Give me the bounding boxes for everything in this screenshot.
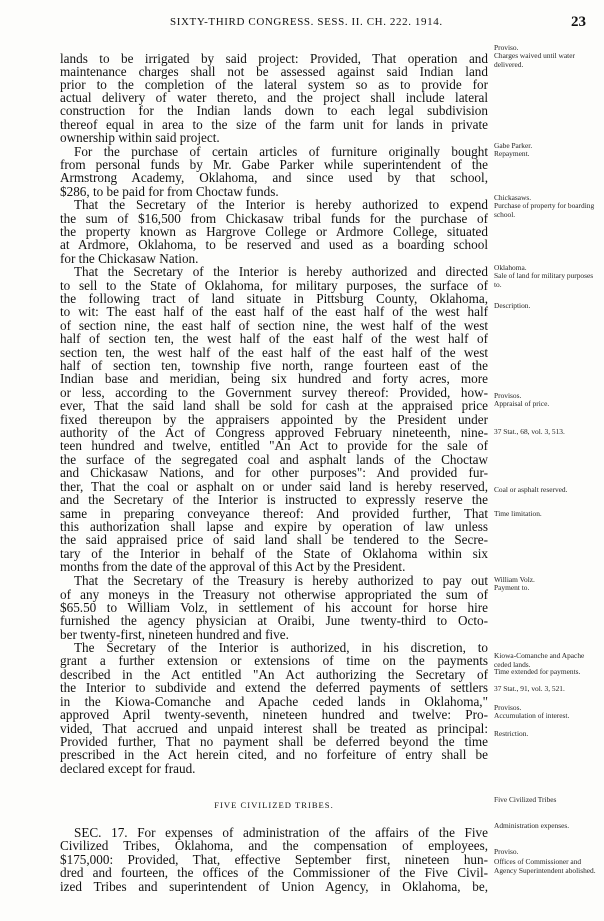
margin-note: William Volz. [494,575,535,584]
margin-note: Charges waived until water delivered. [494,51,575,69]
body-line: or less, according to the Government survey thereof: Provided, how- [60,385,488,400]
margin-note: Provisos. [494,391,522,400]
body-line: months from the date of the approval of this Act by the President. [60,559,406,574]
body-line: SEC. 17. For expenses of administration of the affairs of the Five [74,825,488,840]
body-line: the surface of the segregated coal and asphalt lands of the Choctaw [60,452,488,467]
body-text [60,40,488,915]
body-line: the following tract of land situate in Pittsburg County, Oklahoma, [60,291,488,306]
body-line: prior to the completion of the lateral system so as to provide for [60,77,488,92]
body-line: and Chickasaw Nations, and for other purposes": And provided fur- [60,465,488,480]
body-line: section ten, the west half of the east half of the east half of the west [60,345,488,360]
margin-note: Repayment. [494,149,530,158]
body-line: the sum of $16,500 from Chickasaw tribal funds for the purchase of [60,211,488,226]
body-line: this authorization shall lapse and expire by operation of law unless [60,519,488,534]
body-line: in the Kiowa-Comanche and Apache ceded lands in Oklahoma," [60,694,488,709]
body-line: thereof equal in area to the size of the farm unit for lands in private [60,117,488,132]
margin-note: Appraisal of price. [494,399,550,408]
margin-note: Purchase of property for boarding school. [494,201,595,219]
body-line: half of section ten, township five north, range fourteen east of the [60,358,488,373]
margin-note: Provisos. [494,703,522,712]
margin-note: Proviso. [494,847,519,856]
body-line: Indian base and meridian, being six hundred and forty acres, more [60,371,488,386]
margin-note: 37 Stat., 68, vol. 3, 513. [494,427,565,436]
body-line: the property known as Hargrove College or Ardmore College, situated [60,224,488,239]
body-line: tary of the Interior in behalf of the State of Oklahoma within six [60,546,488,561]
body-line: and the Secretary of the Interior is instructed to expressly reserve the [60,492,488,507]
body-line: teen hundred and twelve, entitled "An Act to provide for the sale of [60,438,488,453]
body-line: described in the Act entitled "An Act authorizing the Secretary of [60,667,488,682]
margin-note: Kiowa-Comanche and Apache ceded lands. [494,651,585,669]
body-line: furnished the agency physician at Oraibi, June twenty-third to Octo- [60,613,488,628]
body-line: approved April twenty-seventh, nineteen hundred and twelve: Pro- [60,707,488,722]
body-line: actual delivery of water thereto, and the project shall include lateral [60,90,488,105]
section-heading: FIVE CIVILIZED TRIBES. [214,800,334,810]
body-line: the said appraised price of said land shall be tendered to the Secre- [60,532,488,547]
body-line: ther, That the coal or asphalt on or under said land is hereby reserved, [60,479,488,494]
margin-note: Description. [494,301,531,310]
body-line: from personal funds by Mr. Gabe Parker while superintendent of the [60,157,488,172]
body-line: prescribed in the Act herein cited, and no forfeiture of entry shall be [60,747,488,762]
margin-notes [494,40,600,915]
body-line: to wit: The east half of the east half of the east half of the west half [60,304,488,319]
margin-note: Time extended for payments. [494,667,581,676]
body-line: Provided further, That no payment shall be deferred beyond the time [60,734,488,749]
body-line: the Interior to subdivide and extend the deferred payments of settlers [60,680,488,695]
body-line: That the Secretary of the Interior is hereby authorized to expend [74,197,488,212]
body-line: ownership within said project. [60,130,220,145]
margin-note: Time limitation. [494,509,542,518]
body-line: grant a further extension or extensions of time on the payments [60,653,488,668]
margin-note: Offices of Commissioner and Agency Superintendent abolished. [494,857,596,875]
body-line: declared except for fraud. [60,761,196,776]
body-line: fixed thereupon by the appraisers appointed by the President under [60,412,488,427]
margin-note: Restriction. [494,729,529,738]
body-line: for the Chickasaw Nation. [60,251,199,266]
margin-note: Sale of land for military purposes to. [494,271,594,289]
body-line: lands to be irrigated by said project: Provided, That operation and [60,51,488,66]
margin-note: Oklahoma. [494,263,527,272]
body-line: maintenance charges shall not be assessed against said Indian land [60,64,488,79]
body-line: $65.50 to William Volz, in settlement of his account for horse hire [60,600,488,615]
body-line: The Secretary of the Interior is authorized, in his discretion, to [74,640,488,655]
body-line: construction for the Indian lands down to each legal subdivision [60,103,488,118]
body-line: same in preparing conveyance thereof: And provided further, That [60,506,488,521]
body-line: $286, to be paid for from Choctaw funds. [60,184,279,199]
running-head-title: SIXTY-THIRD CONGRESS. SESS. II. CH. 222. 1914. [170,16,443,28]
page-number: 23 [571,14,586,30]
body-line: of section nine, the east half of section nine, the west half of the west [60,318,488,333]
body-line: authority of the Act of Congress approved February nineteenth, nine- [60,425,488,440]
body-line: vided, That accrued and unpaid interest shall be treated as principal: [60,721,488,736]
margin-note: Administration expenses. [494,821,570,830]
body-line: That the Secretary of the Treasury is hereby authorized to pay out [74,573,488,588]
body-line: ever, That the said land shall be sold for cash at the appraised price [60,398,488,413]
body-line: $175,000: Provided, That, effective September first, nineteen hun- [60,852,488,867]
body-line: Civilized Tribes, Oklahoma, and the compensation of employees, [60,838,488,853]
body-line: ized Tribes and superintendent of Union Agency, in Oklahoma, be, [60,879,488,894]
margin-note: Gabe Parker. [494,141,533,150]
margin-note: Five Civilized Tribes [494,795,557,804]
body-line: Armstrong Academy, Oklahoma, and since used by that school, [60,170,488,185]
body-line: dred and fourteen, the offices of the Commissioner of the Five Civil- [60,865,488,880]
running-head [0,14,604,34]
body-line: of any moneys in the Treasury not otherwise appropriated the sum of [60,587,488,602]
margin-note: Accumulation of interest. [494,711,570,720]
body-line: to sell to the State of Oklahoma, for military purposes, the surface of [60,278,488,293]
margin-note: Payment to. [494,583,530,592]
body-line: half of section ten, the west half of the east half of the west half of [60,331,488,346]
body-line: at Ardmore, Oklahoma, to be reserved and used as a boarding school [60,237,488,252]
body-line: ber twenty-first, nineteen hundred and five. [60,627,289,642]
margin-note: Coal or asphalt reserved. [494,485,568,494]
margin-note: 37 Stat., 91, vol. 3, 521. [494,684,565,693]
body-line: That the Secretary of the Interior is hereby authorized and directed [74,264,488,279]
margin-note: Chickasaws. [494,193,532,202]
body-line: For the purchase of certain articles of furniture originally bought [74,144,488,159]
margin-note: Proviso. [494,43,519,52]
